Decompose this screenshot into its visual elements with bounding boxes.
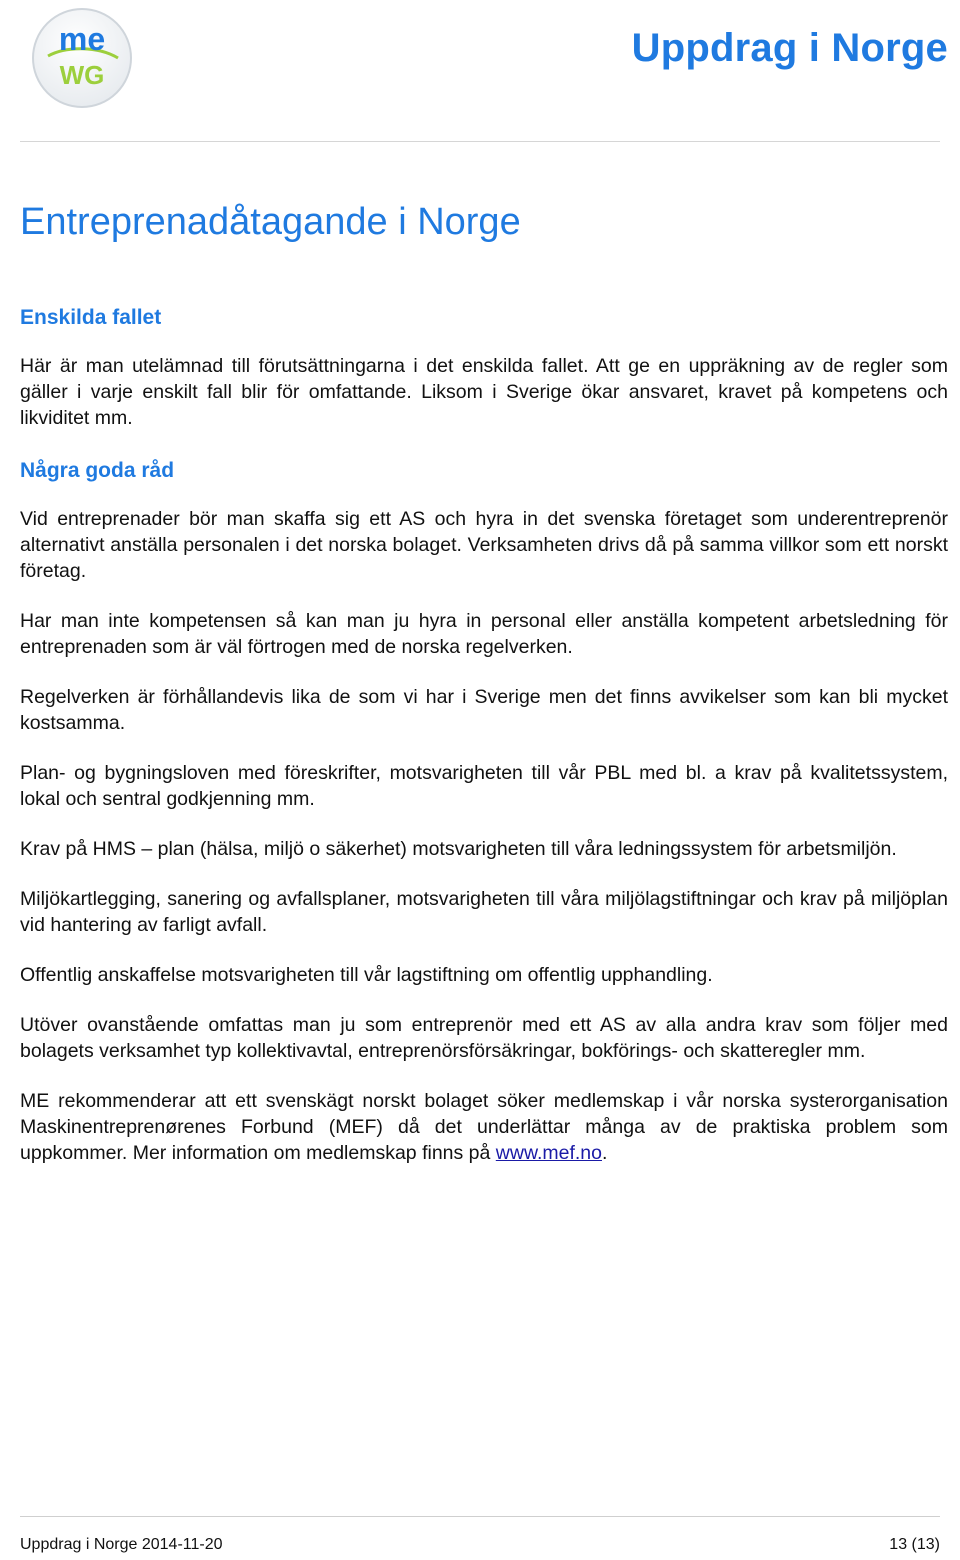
section-heading-enskilda-fallet: Enskilda fallet xyxy=(20,306,162,329)
paragraph: Har man inte kompetensen så kan man ju hyra in personal eller anställa kompetent arbetsledning för entreprenaden som är väl förtrogen med de norska regelverken. xyxy=(20,610,948,658)
paragraph: Offentlig anskaffelse motsvarigheten till vår lagstiftning om offentlig upphandling. xyxy=(20,964,713,986)
svg-text:WG: WG xyxy=(59,60,105,90)
page-title: Entreprenadåtagande i Norge xyxy=(20,201,521,243)
closing-paragraph-text: ME rekommenderar att ett svenskägt norskt bolaget söker medlemskap i vår norska systerorganisation Maskinentreprenørenes Forbund (MEF) då det underlättar många av de praktiska problem som uppkommer. Mer information om medlemskap finns på xyxy=(20,1090,948,1164)
paragraph: Vid entreprenader bör man skaffa sig ett AS och hyra in det svenska företaget som underentreprenör alternativt anställa personalen i det norska bolaget. Verksamheten drivs då på samma villkor som ett norskt företag. xyxy=(20,508,948,582)
footer-divider xyxy=(20,1516,940,1517)
footer-document-info: Uppdrag i Norge 2014-11-20 xyxy=(20,1536,223,1553)
paragraph: Plan- og bygningsloven med föreskrifter, motsvarigheten till vår PBL med bl. a krav på kvalitetssystem, lokal och sentral godkjenning mm. xyxy=(20,762,948,810)
footer-page-number: 13 (13) xyxy=(889,1536,940,1553)
paragraph: Regelverken är förhållandevis lika de som vi har i Sverige men det finns avvikelser som kan bli mycket kostsamma. xyxy=(20,686,948,734)
me-wg-logo xyxy=(26,6,138,110)
closing-paragraph xyxy=(20,1088,948,1166)
paragraph: Här är man utelämnad till förutsättningarna i det enskilda fallet. Att ge en uppräkning av de regler som gäller i varje enskilt fall blir för omfattande. Liksom i Sverige ökar ansvaret, kravet på kompetens och likviditet mm. xyxy=(20,355,948,429)
paragraph: Utöver ovanstående omfattas man ju som entreprenör med ett AS av alla andra krav som följer med bolagets verksamhet typ kollektivavtal, entreprenörsförsäkringar, bokförings- och skatteregler mm. xyxy=(20,1014,948,1062)
document-body xyxy=(20,196,948,1190)
closing-paragraph-end: . xyxy=(601,1142,608,1164)
paragraph: Miljökartlegging, sanering og avfallsplaner, motsvarigheten till våra miljölagstiftningar och krav på miljöplan vid hantering av farligt avfall. xyxy=(20,888,948,936)
header-divider xyxy=(20,141,940,142)
header-title: Uppdrag i Norge xyxy=(631,26,948,70)
mef-website-link[interactable]: www.mef.no xyxy=(495,1142,602,1164)
svg-text:me: me xyxy=(58,21,106,57)
section-heading-goda-rad: Några goda råd xyxy=(20,459,175,482)
paragraph: Krav på HMS – plan (hälsa, miljö o säkerhet) motsvarigheten till våra ledningssystem för arbetsmiljön. xyxy=(20,838,897,860)
logo-emblem xyxy=(26,6,138,110)
